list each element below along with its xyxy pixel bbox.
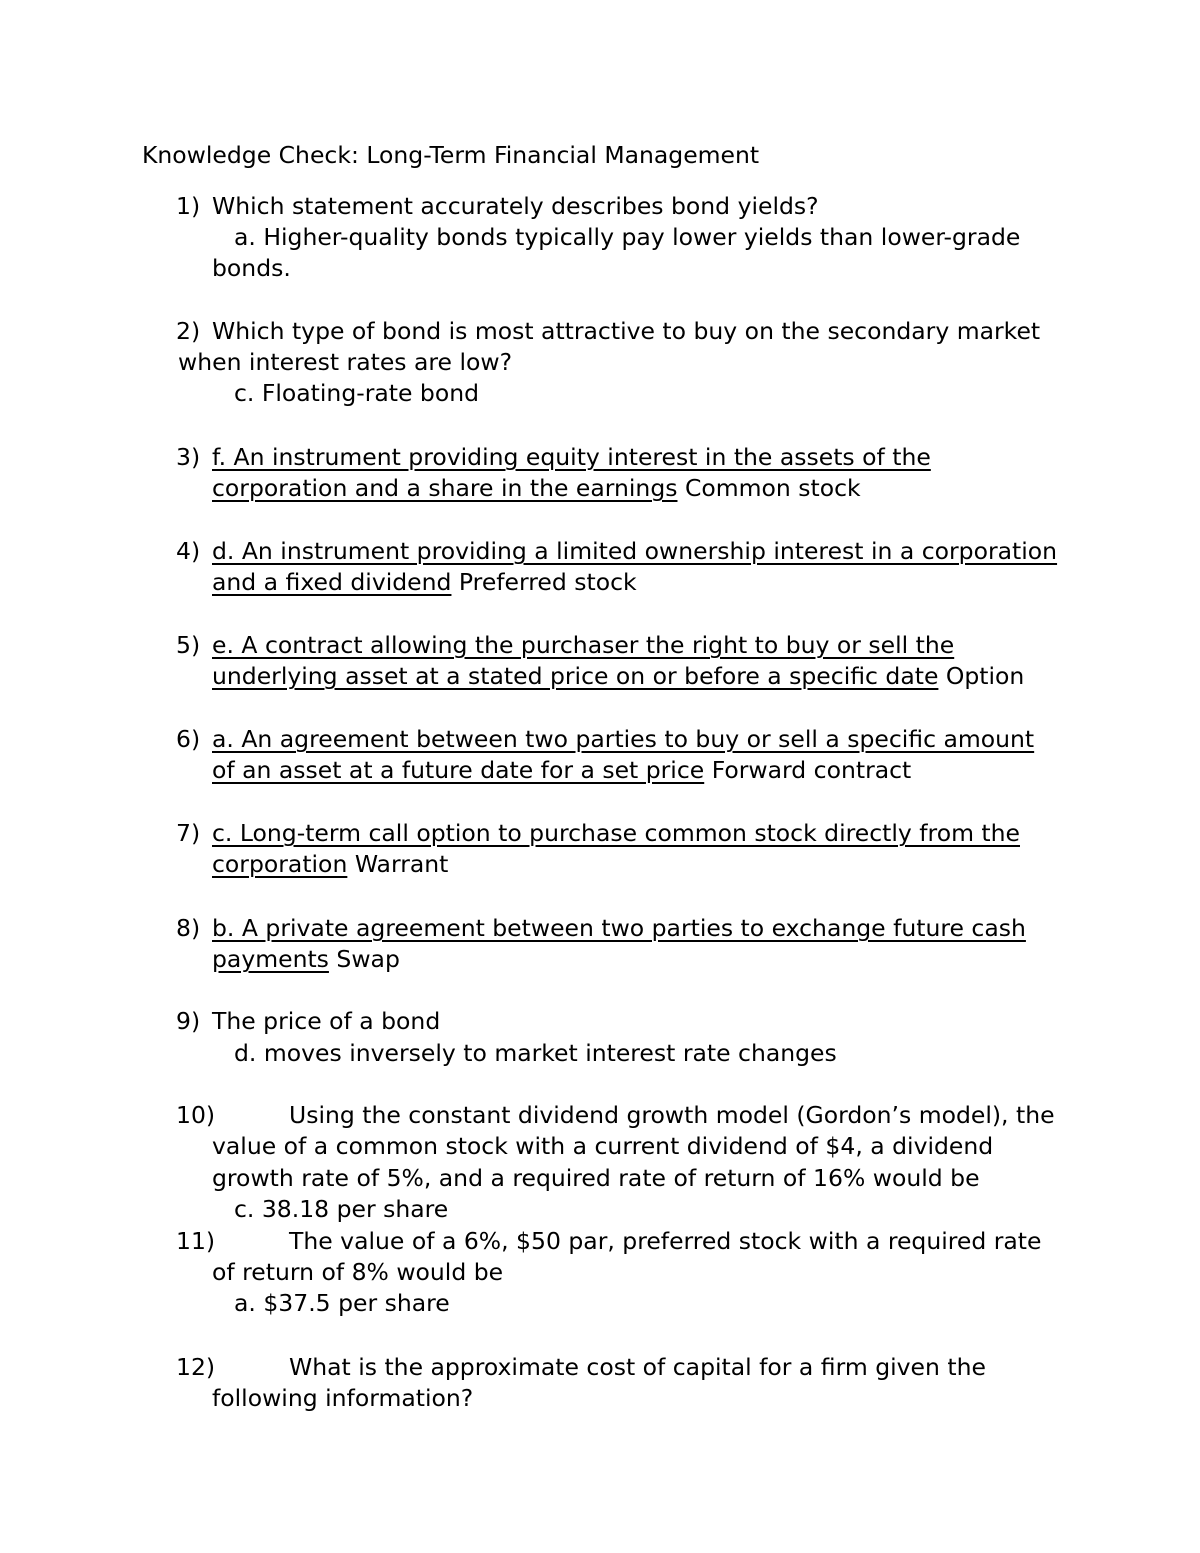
question-number: 4) [176, 537, 201, 565]
question-text-continued: following information? [212, 1384, 474, 1412]
matching-definition [212, 818, 1020, 849]
matching-definition-continued [212, 944, 400, 975]
question-text-continued: value of a common stock with a current dividend of $4, a dividend [212, 1132, 994, 1160]
definition-underlined: underlying asset at a stated price on or before a specific date [212, 662, 939, 690]
answer-text: c. 38.18 per share [234, 1195, 449, 1223]
matching-definition-continued [212, 849, 448, 880]
question-number: 3) [176, 443, 201, 471]
matching-definition [212, 536, 1057, 567]
matching-term: Option [938, 662, 1025, 690]
matching-term: Warrant [347, 850, 449, 878]
question-number: 8) [176, 914, 201, 942]
matching-definition-continued [212, 661, 1024, 692]
definition-underlined: e. A contract allowing the purchaser the right to buy or sell the [212, 631, 955, 659]
matching-definition-continued [212, 473, 861, 504]
question-number: 7) [176, 819, 201, 847]
matching-definition [212, 442, 931, 473]
matching-term: Preferred stock [451, 568, 637, 596]
definition-underlined: f. An instrument providing equity interest in the assets of the [212, 443, 931, 471]
definition-underlined: corporation [212, 850, 348, 878]
definition-underlined: and a fixed dividend [212, 568, 452, 596]
answer-text: a. $37.5 per share [234, 1289, 450, 1317]
matching-definition-continued [212, 755, 911, 786]
question-text: The price of a bond [212, 1007, 441, 1035]
question-number: 11) [176, 1227, 216, 1255]
question-text-continued: when interest rates are low? [178, 348, 513, 376]
question-number: 1) [176, 192, 201, 220]
definition-underlined: of an asset at a future date for a set price [212, 756, 705, 784]
question-number: 12) [176, 1353, 216, 1381]
definition-underlined: payments [212, 945, 329, 973]
question-text: Which statement accurately describes bond yields? [212, 192, 819, 220]
definition-underlined: b. A private agreement between two parties to exchange future cash [212, 914, 1026, 942]
question-number: 5) [176, 631, 201, 659]
question-number: 2) [176, 317, 201, 345]
matching-term: Common stock [677, 474, 861, 502]
question-text: What is the approximate cost of capital for a firm given the [289, 1353, 986, 1381]
question-text: Using the constant dividend growth model (Gordon’s model), the [289, 1101, 1055, 1129]
definition-underlined: corporation and a share in the earnings [212, 474, 678, 502]
answer-text: c. Floating-rate bond [234, 379, 480, 407]
document-title: Knowledge Check: Long-Term Financial Management [142, 141, 760, 169]
matching-definition-continued [212, 567, 637, 598]
matching-definition [212, 630, 954, 661]
question-text-continued: of return of 8% would be [212, 1258, 504, 1286]
definition-underlined: c. Long-term call option to purchase common stock directly from the [212, 819, 1020, 847]
definition-underlined: a. An agreement between two parties to buy or sell a specific amount [212, 725, 1035, 753]
answer-text-continued: bonds. [212, 254, 291, 282]
definition-underlined: d. An instrument providing a limited ownership interest in a corporation [212, 537, 1058, 565]
matching-definition [212, 913, 1026, 944]
matching-definition [212, 724, 1034, 755]
answer-text: a. Higher-quality bonds typically pay lower yields than lower-grade [234, 223, 1021, 251]
answer-text: d. moves inversely to market interest rate changes [234, 1039, 837, 1067]
question-text-continued: growth rate of 5%, and a required rate of return of 16% would be [212, 1164, 980, 1192]
question-text: Which type of bond is most attractive to buy on the secondary market [212, 317, 1041, 345]
question-text: The value of a 6%, $50 par, preferred stock with a required rate [289, 1227, 1042, 1255]
question-number: 6) [176, 725, 201, 753]
question-number: 9) [176, 1007, 201, 1035]
matching-term: Forward contract [704, 756, 912, 784]
matching-term: Swap [328, 945, 400, 973]
question-number: 10) [176, 1101, 216, 1129]
